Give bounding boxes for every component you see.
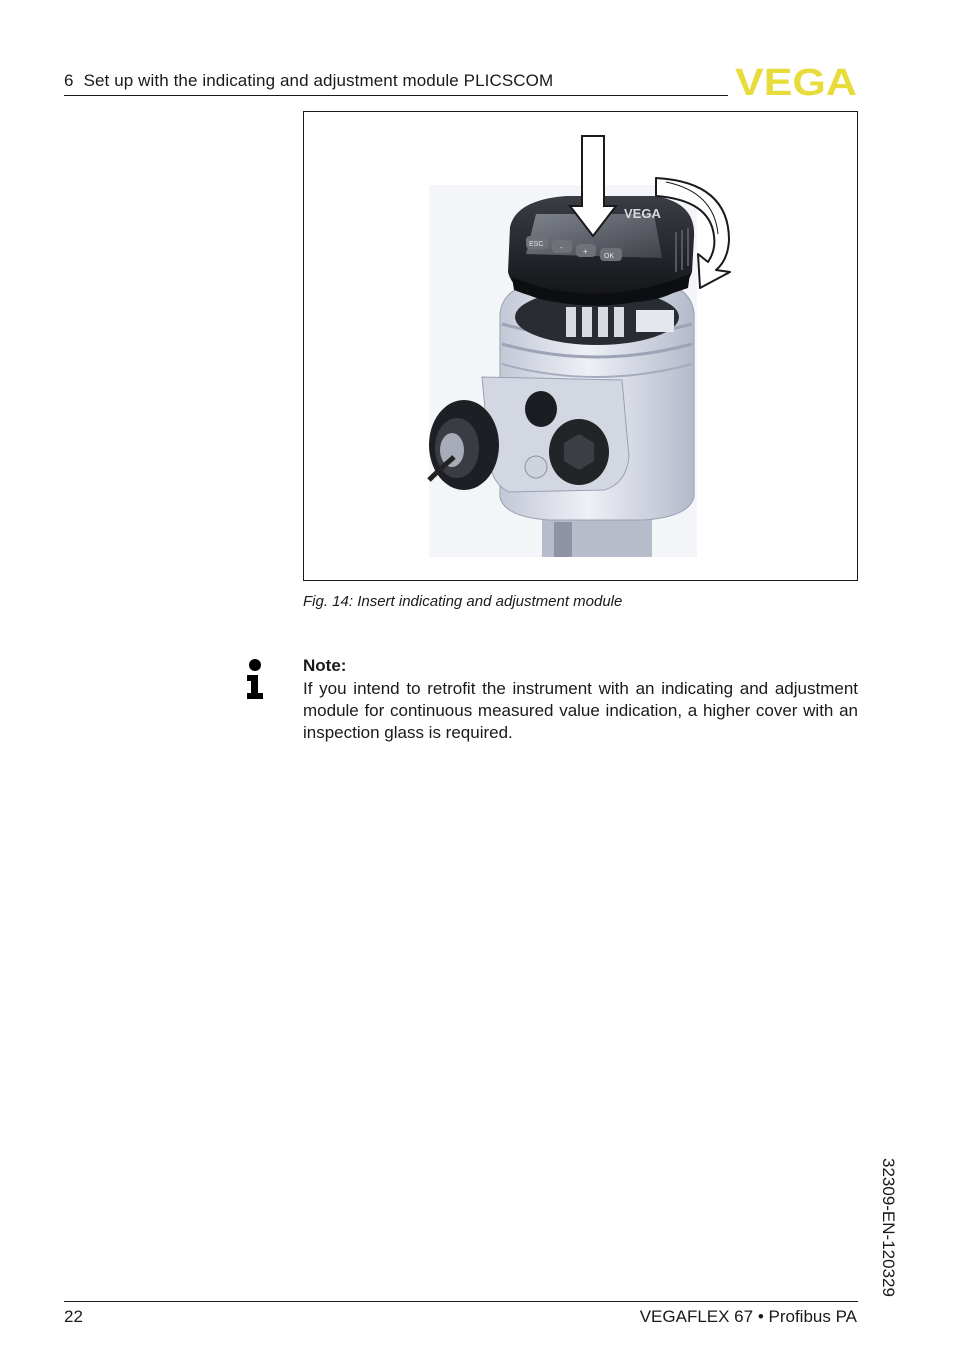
header-divider <box>64 95 728 96</box>
key-label: + <box>583 247 588 256</box>
key-label: OK <box>604 253 615 260</box>
figure-caption: Fig. 14: Insert indicating and adjustment module <box>303 593 623 610</box>
ground-screw <box>525 456 547 478</box>
product-name: VEGAFLEX 67 • Profibus PA <box>639 1307 857 1326</box>
note-heading: Note: <box>303 656 347 675</box>
figure-frame <box>303 111 858 581</box>
note-body: If you intend to retrofit the instrument with an indicating and adjustment module for continuous measured value indication, a higher cover with an inspection glass is required. <box>303 679 858 742</box>
vega-logo-text: VEGA <box>735 64 857 98</box>
module-illustration <box>304 112 857 580</box>
footer-divider <box>64 1301 858 1302</box>
vega-logo <box>734 64 858 98</box>
chapter-number: 6 <box>64 71 74 90</box>
page-number: 22 <box>64 1307 83 1326</box>
module-brand-label: VEGA <box>624 206 661 221</box>
key-label: ESC <box>529 241 544 248</box>
document-number: 32309-EN-120329 <box>879 1158 898 1297</box>
vent-plug <box>525 391 557 427</box>
chapter-title: Set up with the indicating and adjustment module PLICSCOM <box>83 71 554 90</box>
key-label: - <box>560 243 563 252</box>
info-icon <box>244 658 266 700</box>
chapter-header <box>64 71 553 91</box>
